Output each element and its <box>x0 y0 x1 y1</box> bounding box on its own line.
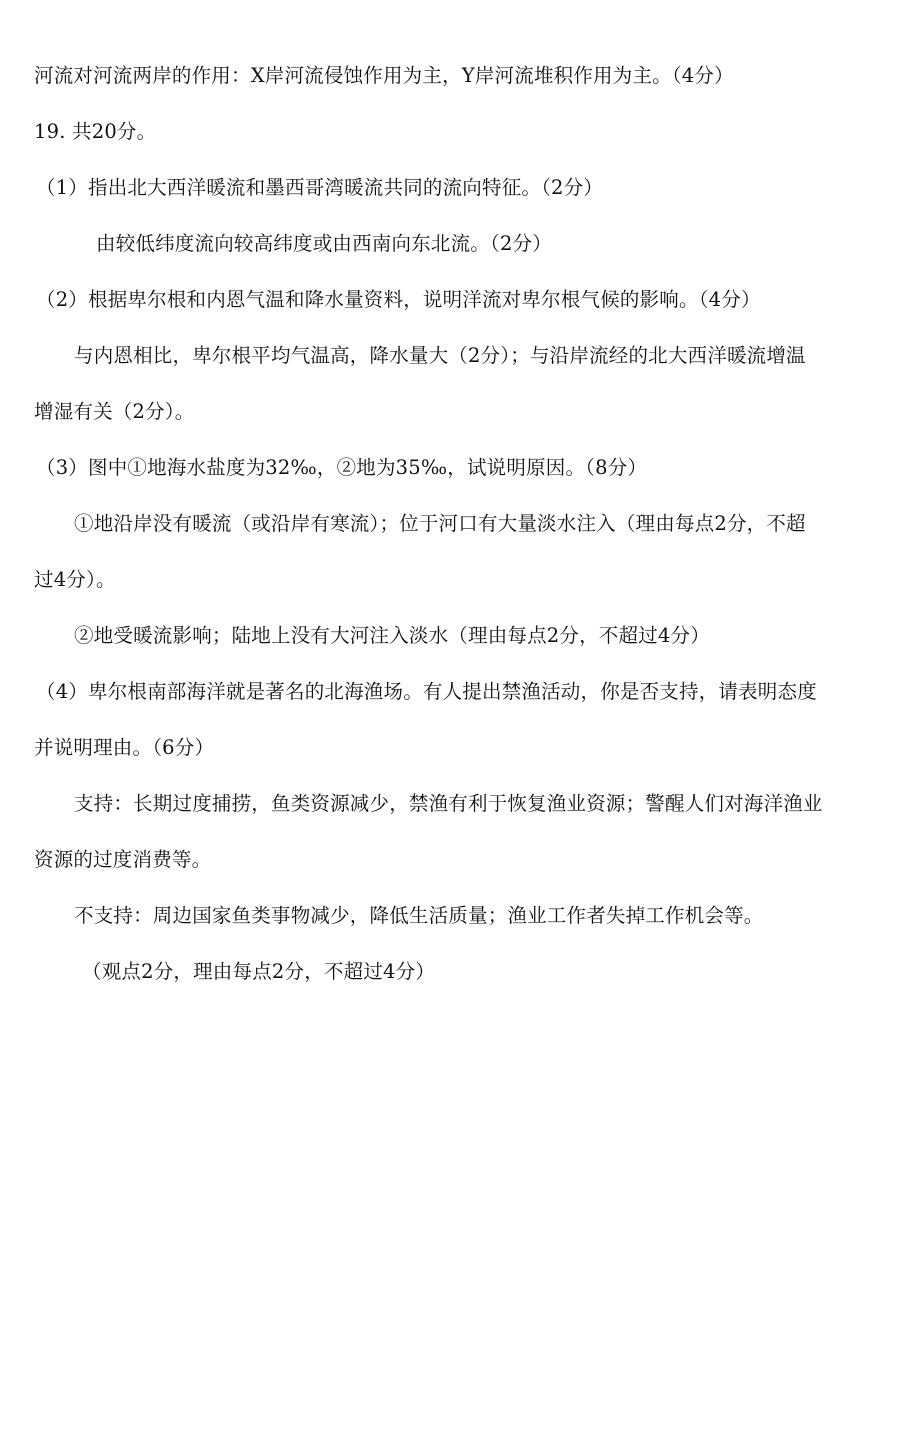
answer-4-oppose: 不支持：周边国家鱼类事物减少，降低生活质量；渔业工作者失掉工作机会等。 <box>74 904 764 927</box>
scoring-note: （观点2分，理由每点2分，不超过4分） <box>82 960 436 983</box>
answer-2-line-2: 增湿有关（2分）。 <box>34 400 195 423</box>
answer-4-support-line-2: 资源的过度消费等。 <box>34 848 212 871</box>
answer-line-river-banks: 河流对河流两岸的作用：X岸河流侵蚀作用为主，Y岸河流堆积作用为主。（4分） <box>34 64 734 87</box>
answer-3-point-1-line-2: 过4分）。 <box>34 568 116 591</box>
question-3: （3）图中①地海水盐度为32‰，②地为35‰，试说明原因。（8分） <box>36 456 648 479</box>
answer-4-support-line-1: 支持：长期过度捕捞，鱼类资源减少，禁渔有利于恢复渔业资源；警醒人们对海洋渔业 <box>74 792 823 815</box>
answer-1: 由较低纬度流向较高纬度或由西南向东北流。（2分） <box>96 232 552 255</box>
question-19-header: 19. 共20分。 <box>34 120 157 143</box>
question-1: （1）指出北大西洋暖流和墨西哥湾暖流共同的流向特征。（2分） <box>36 176 604 199</box>
answer-3-point-1-line-1: ①地沿岸没有暖流（或沿岸有寒流）；位于河口有大量淡水注入（理由每点2分，不超 <box>74 512 806 535</box>
question-4-line-1: （4）卑尔根南部海洋就是著名的北海渔场。有人提出禁渔活动，你是否支持，请表明态度 <box>36 680 817 703</box>
answer-2-line-1: 与内恩相比，卑尔根平均气温高，降水量大（2分）；与沿岸流经的北大西洋暖流增温 <box>74 344 806 367</box>
question-4-line-2: 并说明理由。（6分） <box>34 736 215 759</box>
answer-3-point-2: ②地受暖流影响；陆地上没有大河注入淡水（理由每点2分，不超过4分） <box>74 624 710 647</box>
question-2: （2）根据卑尔根和内恩气温和降水量资料，说明洋流对卑尔根气候的影响。（4分） <box>36 288 761 311</box>
